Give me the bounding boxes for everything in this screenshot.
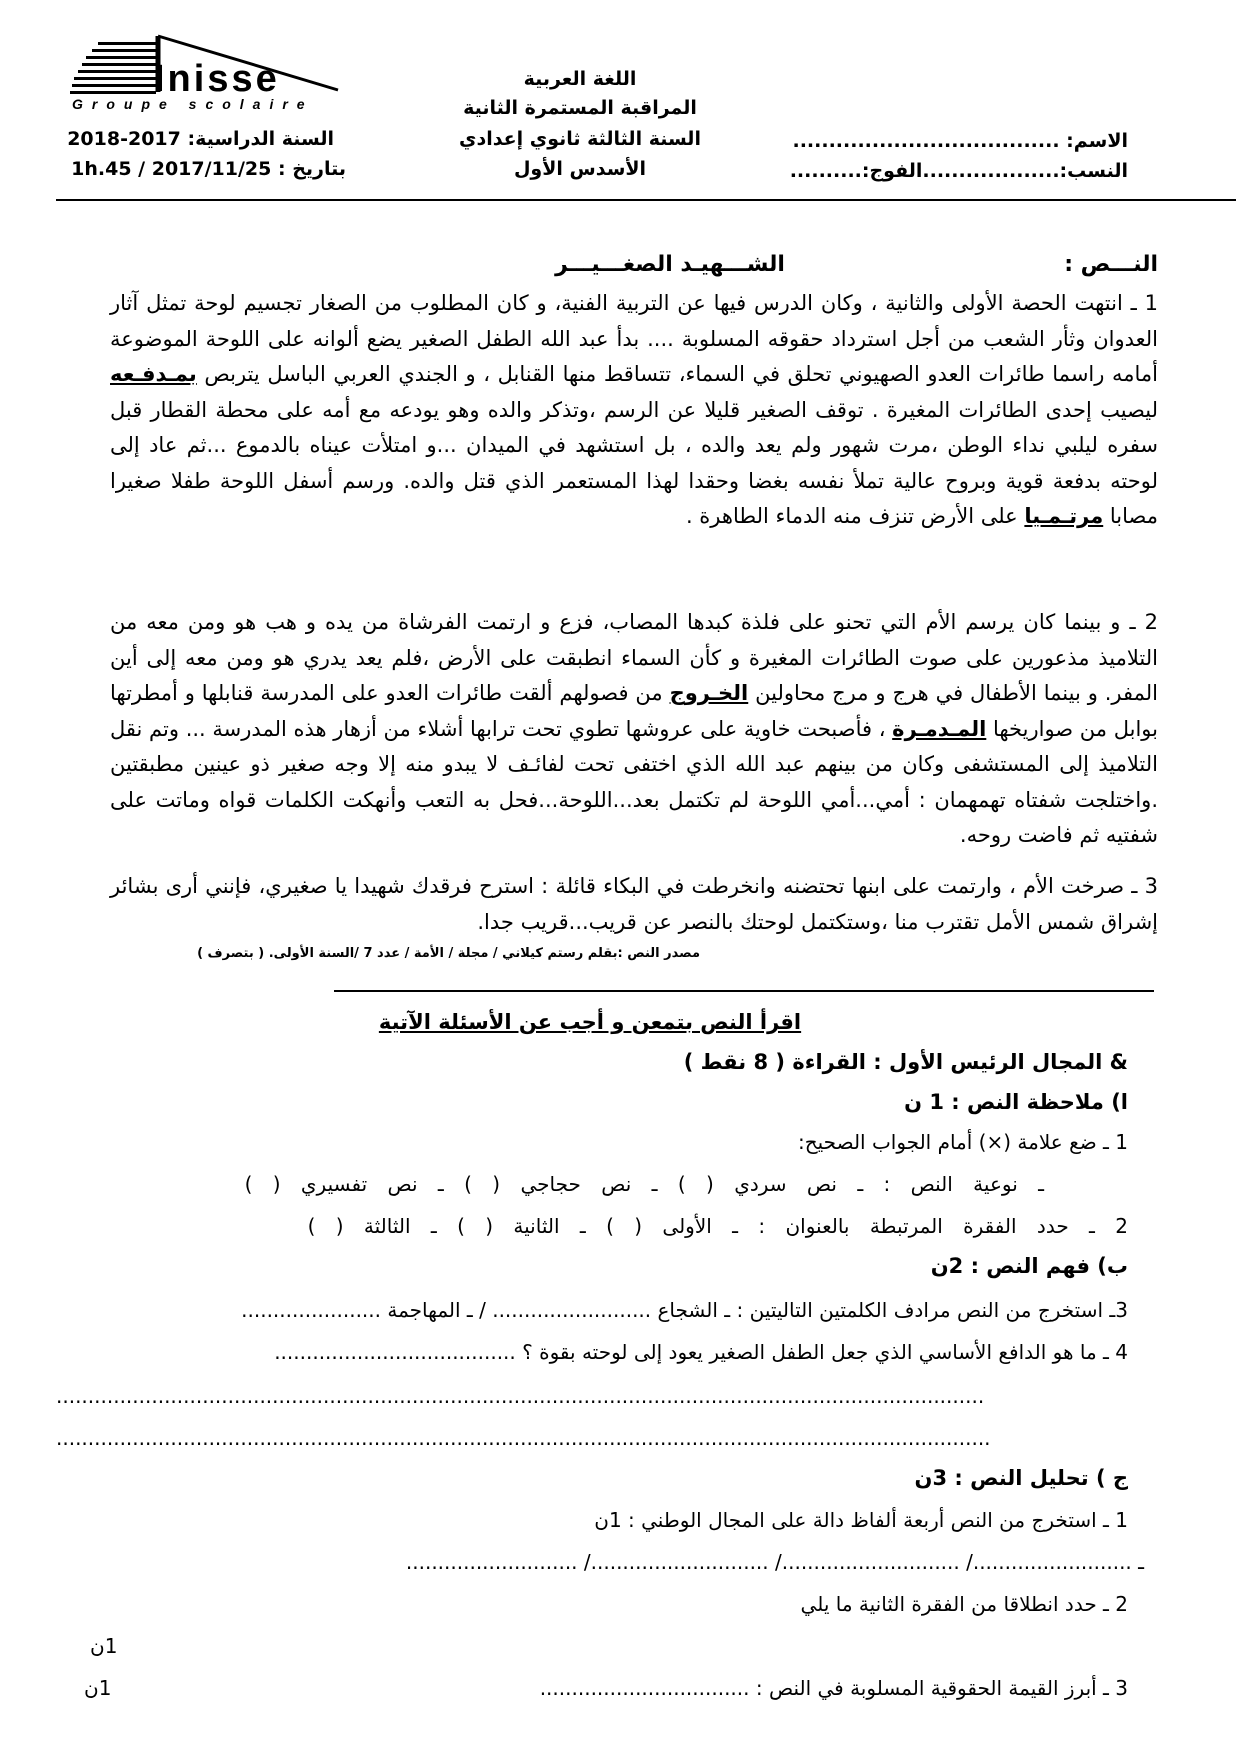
name-field[interactable]: الاسم: ..................................... xyxy=(792,130,1128,152)
header-divider xyxy=(56,199,1236,201)
analysis-question-2-mark: 1ن xyxy=(90,1634,118,1658)
section-divider xyxy=(334,990,1154,992)
header-left-date: بتاريخ : 2017/11/25 / 1h.45 xyxy=(71,158,346,180)
keyword-exit: الخـروج xyxy=(669,681,749,705)
paragraph-1-text-c: على الأرض تنزف منه الدماء الطاهرة . xyxy=(685,504,1025,528)
instruction: اقرأ النص بتمعن و أجب عن الأسئلة الآتية xyxy=(378,1010,802,1034)
paragraph-2-text-c: ، فأصبحت خاوية على عروشها تطوي تحت ترابها أشلاء من أزهار هذه المدرسة ... وتم نقل التلاميذ إلى المستشفى وكان من بينهم عبد الله الذي اختفى تحت لفائـف لا يبدو منه إلا وجه صغير ذو عينين مطبقتين .واختلجت شفتاه تهمهمان : أمي...أمي اللوحة لم تكتمل بعد...اللوحة...فحل به التعب وأنهكت الكلمات قواه وماتت على شفتيه ثم فاضت روحه. xyxy=(110,716,1158,847)
header-center-exam: المراقبة المستمرة الثانية xyxy=(463,97,697,119)
question-3[interactable]: 3ـ استخرج من النص مرادف الكلمتين التاليتين : ـ الشجاع ......................... / ـ المهاجمة ...................... xyxy=(241,1298,1128,1322)
paragraph-1 xyxy=(110,286,1158,535)
analysis-question-3-mark: 1ن xyxy=(84,1676,112,1700)
header-center-level: السنة الثالثة ثانوي إعدادي xyxy=(459,128,701,150)
section-c-title: ج ) تحليل النص : 3ن xyxy=(914,1466,1128,1490)
analysis-question-3[interactable]: 3 ـ أبرز القيمة الحقوقية المسلوبة في النص : ................................. xyxy=(539,1676,1128,1700)
text-source: مصدر النص :بقلم رستم كيلاني / مجلة / الأمة / عدد 7 /السنة الأولى. ( بتصرف ) xyxy=(197,946,700,961)
analysis-question-1: 1 ـ استخرج من النص أربعة ألفاظ دالة على المجال الوطني : 1ن xyxy=(594,1508,1128,1532)
paragraph-1-text-a: 1 ـ انتهت الحصة الأولى والثانية ، وكان الدرس فيها عن التربية الفنية، و كان المطلوب من الصغار تجسيم لوحة تمثل آثار العدوان وثأر الشعب من أجل استرداد حقوقه المسلوبة .... بدأ عبد الله الطفل الصغير يضع ألوانه على اللوحة الموضوعة أمامه راسما طائرات العدو الصهيوني تحلق في السماء، تتساقط منها القنابل ، و الجندي العربي الباسل يتربص xyxy=(110,291,1158,386)
question-2-options[interactable]: 2 ـ حدد الفقرة المرتبطة بالعنوان : ـ الأولى ( ) ـ الثانية ( ) ـ الثالثة ( ) xyxy=(307,1214,1128,1238)
logo-brand: Inisse xyxy=(154,58,280,100)
lineage-group-field[interactable]: النسب:...................الفوج:.......... xyxy=(789,160,1128,182)
answer-dots-1[interactable]: .................................................................................................................................................. xyxy=(56,1384,985,1408)
header-left-school-year: السنة الدراسية: 2017-2018 xyxy=(67,128,334,150)
header-center-semester: الأسدس الأول xyxy=(513,158,647,180)
paragraph-2-text-b: من فصولهم ألقت طائرات العدو على المدرسة قنابلها و أمطرتها بوابل من صواريخها xyxy=(110,681,1159,741)
question-1: 1 ـ ضع علامة (×) أمام الجواب الصحيح: xyxy=(798,1130,1128,1154)
paragraph-2-text-a: 2 ـ و بينما كان يرسم الأم التي تحنو على فلذة كبدها المصاب، فزع و ارتمت الفرشاة من يده و هب هو ومن معه من التلاميذ مذعورين على صوت الطائرات المغيرة و كأن السماء انطبقت على الأرض ،فلم يعد يدري هو ومن معه إلى أين المفر. و بينما الأطفال في هرج و مرج محاولين xyxy=(110,610,1158,705)
keyword-cannon: بمـدفـعه xyxy=(110,362,197,386)
domain-title: & المجال الرئيس الأول : القراءة ( 8 نقط ) xyxy=(683,1050,1128,1074)
text-label: النـــص : xyxy=(1064,252,1158,277)
paragraph-3 xyxy=(110,869,1158,940)
answer-dots-2[interactable]: ................................................................................................................................................... xyxy=(56,1426,991,1450)
paragraph-1-text-b: ليصيب إحدى الطائرات المغيرة . توقف الصغير قليلا عن الرسم ،وتذكر والده وهو يودعه مع أمه على محطة القطار قبل سفره ليلبي نداء الوطن ،مرت شهور ولم يعد والده ، بل استشهد في الميدان ...و امتلأت عيناه بالدموع ...ثم عاد إلى لوحته بدفعة قوية وبروح عالية تملأ نفسه بغضا وحقدا لهذا المستعمر الذي قتل والده. ورسم أسفل اللوحة طفلا صغيرا مصابا xyxy=(110,397,1158,528)
keyword-destructive: المـدمـرة xyxy=(892,716,987,741)
paragraph-2 xyxy=(110,605,1158,854)
paragraph-3-text: 3 ـ صرخت الأم ، وارتمت على ابنها تحتضنه وانخرطت في البكاء قائلة : استرح فرقدك شهيدا يا صغيري، فإنني أرى بشائر إشراق شمس الأمل تقترب منا ،وستكتمل لوحتك بالنصر عن قريب...قريب جدا. xyxy=(110,874,1158,934)
school-logo xyxy=(68,28,358,116)
logo-subtitle: Groupe scolaire xyxy=(72,96,314,112)
section-a-title: ا) ملاحظة النص : 1 ن xyxy=(904,1090,1128,1114)
question-4[interactable]: 4 ـ ما هو الدافع الأساسي الذي جعل الطفل الصغير يعود إلى لوحته بقوة ؟ ...................................... xyxy=(274,1340,1128,1364)
keyword-lying: مرتـمـيا xyxy=(1024,504,1104,528)
header-center-subject: اللغة العربية xyxy=(523,68,637,90)
analysis-question-1-answer[interactable]: ـ ........................./ ............................/ ............................/ ........................... xyxy=(405,1550,1144,1574)
analysis-question-2: 2 ـ حدد انطلاقا من الفقرة الثانية ما يلي xyxy=(800,1592,1128,1616)
text-title: الشـــهيـد الصغـــيـــر xyxy=(555,252,785,277)
section-b-title: ب) فهم النص : 2ن xyxy=(930,1254,1128,1278)
question-1-options[interactable]: ـ نوعية النص : ـ نص سردي ( ) ـ نص حجاجي ( ) ـ نص تفسيري ( ) xyxy=(244,1172,1044,1196)
